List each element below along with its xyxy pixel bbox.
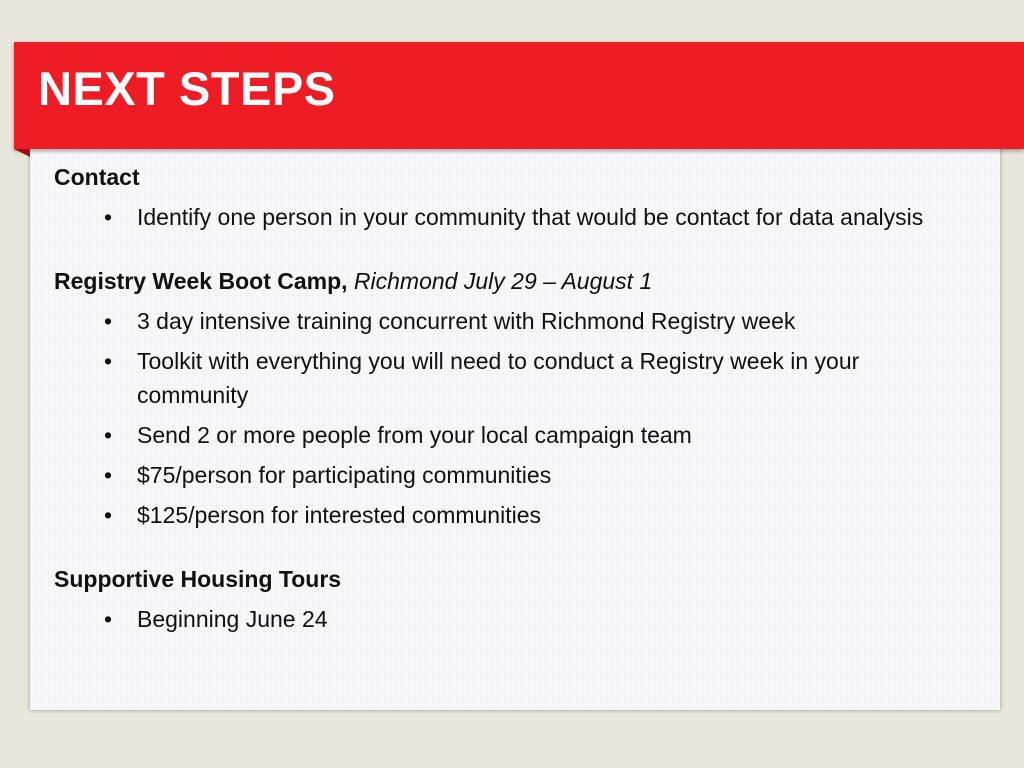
bullet-text: Beginning June 24 <box>137 606 328 632</box>
bullet-dot: • <box>104 308 113 334</box>
section-supportive-housing-tours <box>54 562 974 636</box>
bullet-item <box>54 418 974 452</box>
bullet-text: $75/person for participating communities <box>137 462 552 488</box>
bullet-text: Toolkit with everything you will need to conduct a Registry week in your community <box>137 348 860 408</box>
bullet-dot: • <box>104 502 113 528</box>
bullet-text: $125/person for interested communities <box>137 502 541 528</box>
section-subtitle: Richmond July 29 – August 1 <box>353 268 653 294</box>
bullet-item <box>54 498 974 532</box>
section-subtitle-separator: , <box>341 268 354 294</box>
bullet-text: 3 day intensive training concurrent with Richmond Registry week <box>137 308 796 334</box>
section-heading <box>54 264 974 298</box>
bullet-item <box>54 602 974 636</box>
section-heading <box>54 160 974 194</box>
title-banner <box>14 42 1024 149</box>
banner-fold <box>14 149 30 157</box>
bullet-item <box>54 458 974 492</box>
bullet-item <box>54 344 974 412</box>
section-contact <box>54 160 974 234</box>
bullet-list <box>54 304 974 532</box>
bullet-item <box>54 304 974 338</box>
bullet-dot: • <box>104 204 113 230</box>
bullet-item <box>54 200 974 234</box>
bullet-dot: • <box>104 606 113 632</box>
bullet-text: Send 2 or more people from your local campaign team <box>137 422 692 448</box>
section-title: Supportive Housing Tours <box>54 566 342 592</box>
section-title: Registry Week Boot Camp <box>54 268 342 294</box>
bullet-dot: • <box>104 422 113 448</box>
bullet-text: Identify one person in your community that would be contact for data analysis <box>137 204 924 230</box>
slide-content <box>54 160 974 636</box>
section-registry-week-boot-camp <box>54 264 974 532</box>
bullet-dot: • <box>104 348 113 374</box>
bullet-list <box>54 200 974 234</box>
bullet-list <box>54 602 974 636</box>
slide-title: NEXT STEPS <box>38 62 336 115</box>
section-title: Contact <box>54 164 140 190</box>
section-heading <box>54 562 974 596</box>
bullet-dot: • <box>104 462 113 488</box>
